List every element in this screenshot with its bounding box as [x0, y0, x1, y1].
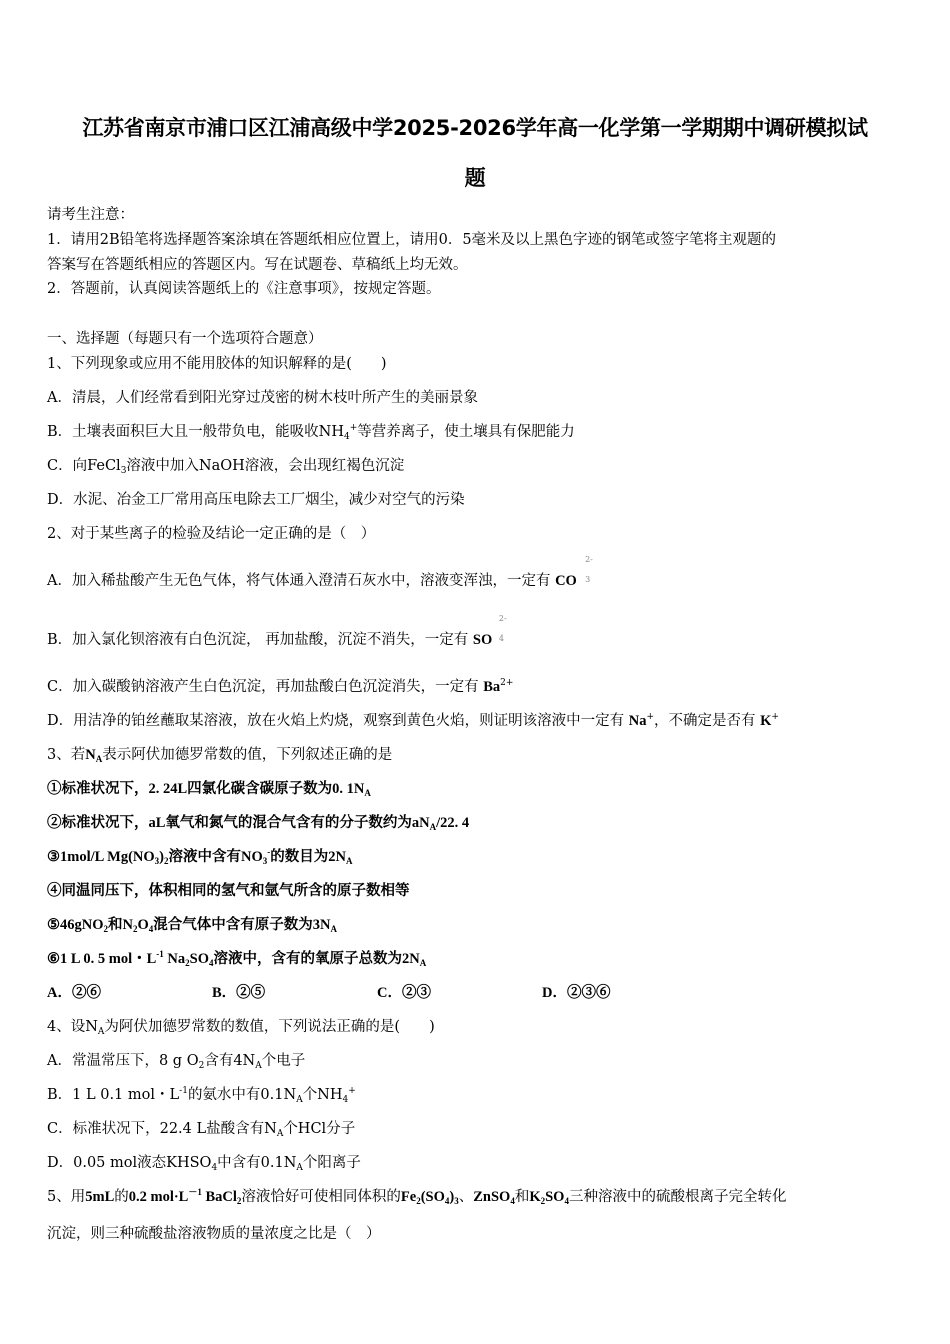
notice-item-2: 2．答题前，认真阅读答题纸上的《注意事项》，按规定答题。: [47, 281, 441, 297]
question-3-statement-1: ①标准状况下，2. 24L四氯化碳含碳原子数为0. $1N_A$: [47, 781, 371, 798]
question-1-stem: 1、下列现象或应用不能用胶体的知识解释的是( ): [47, 356, 387, 372]
question-5-stem-line-1: 5、用5mL的0.2 $mol\cdot L^{-1}$ BaCl$_2$溶液恰好可使相同体积的$Fe_2(SO_4)_3$、ZnSO$_4$和$K_2SO_4$三种溶液中的硫酸根离子完全转化: [47, 1187, 787, 1206]
question-1-option-b: B．土壤表面积巨大且一般带负电，能吸收$NH_4^+$等营养离子，使土壤具有保肥能力: [47, 423, 575, 442]
question-2-option-b: B．加入氯化钡溶液有白色沉淀， 再加盐酸，沉淀不消失，一定有 SO 2- 4: [47, 614, 507, 648]
notice-heading: 请考生注意：: [47, 207, 134, 223]
notice-item-1a: 1．请用2B铅笔将选择题答案涂填在答题纸相应位置上，请用0．5毫米及以上黑色字迹的钢笔或签字笔将主观题的: [47, 232, 777, 248]
question-4-option-c: C．标准状况下，22.4 L盐酸含有$N_A$个HCl分子: [47, 1121, 356, 1139]
question-3-statement-2: ②标准状况下，aL氧气和氮气的混合气含有的分子数约为$aN_A/22$. 4: [47, 815, 470, 832]
question-4-stem: 4、设$N_A$为阿伏加德罗常数的数值，下列说法正确的是( ): [47, 1019, 435, 1037]
question-3-statement-4: ④同温同压下，体积相同的氢气和氩气所含的原子数相等: [47, 883, 410, 899]
question-3-option-c: C．②③: [377, 985, 431, 1001]
question-1-option-d: D．水泥、冶金工厂常用高压电除去工厂烟尘，减少对空气的污染: [47, 492, 465, 508]
question-2-option-d: D．用洁净的铂丝蘸取某溶液，放在火焰上灼烧，观察到黄色火焰，则证明该溶液中一定有 Na+，不确定是否有 K+: [47, 712, 779, 729]
question-4-option-b: B．1 L 0.1 mol・$L^{-1}$的氨水中有$0.1N_A$个$NH_4^+$: [47, 1086, 356, 1105]
question-4-option-a: A．常温常压下，8 g $O_2$含有$4N_A$个电子: [47, 1053, 306, 1071]
question-2-option-c: C．加入碳酸钠溶液产生白色沉淀，再加盐酸白色沉淀消失，一定有 $Ba^{2+}$: [47, 678, 514, 695]
notice-item-1b: 答案写在答题纸相应的答题区内。写在试题卷、草稿纸上均无效。: [47, 257, 468, 273]
question-3-statement-3: ③1mol/L $Mg(NO_3)_2$溶液中含有$NO_3^-$的数目为$2N_A$: [47, 847, 353, 866]
question-3-option-b: B．②⑤: [212, 985, 266, 1001]
page-title: 江苏省南京市浦口区江浦高级中学2025-2026学年高一化学第一学期期中调研模拟试: [82, 116, 868, 140]
question-2-option-a: A．加入稀盐酸产生无色气体，将气体通入澄清石灰水中，溶液变浑浊，一定有 CO 2- 3: [47, 555, 593, 589]
question-3-options: [47, 981, 707, 1002]
question-2-stem: 2、对于某些离子的检验及结论一定正确的是（ ）: [47, 526, 376, 542]
question-3-stem: 3、若$N_A$表示阿伏加德罗常数的值，下列叙述正确的是: [47, 747, 393, 764]
question-3-statement-6: ⑥1 L 0. 5 mol・$L^{-1}$ $Na_2SO_4$溶液中，含有的氧原子总数为$2N_A$: [47, 949, 427, 968]
question-3-statement-5: ⑤46gNO$_2$和$N_2O_4$混合气体中含有原子数为$3N_A$: [47, 917, 337, 934]
section-heading: 一、选择题（每题只有一个选项符合题意）: [47, 331, 323, 347]
question-3-option-d: D．②③⑥: [542, 985, 611, 1001]
page-title-continued: 题: [464, 166, 486, 190]
question-3-option-a: A．②⑥: [47, 985, 101, 1001]
question-4-option-d: D．0.05 mol液态$KHSO_4$中含有$0.1N_A$个阳离子: [47, 1155, 361, 1173]
question-1-option-a: A．清晨，人们经常看到阳光穿过茂密的树木枝叶所产生的美丽景象: [47, 390, 478, 406]
question-1-option-c: C．向FeCl$_3$溶液中加入NaOH溶液，会出现红褐色沉淀: [47, 458, 405, 476]
question-5-stem-line-2: 沉淀，则三种硫酸盐溶液物质的量浓度之比是（ ）: [47, 1226, 381, 1242]
